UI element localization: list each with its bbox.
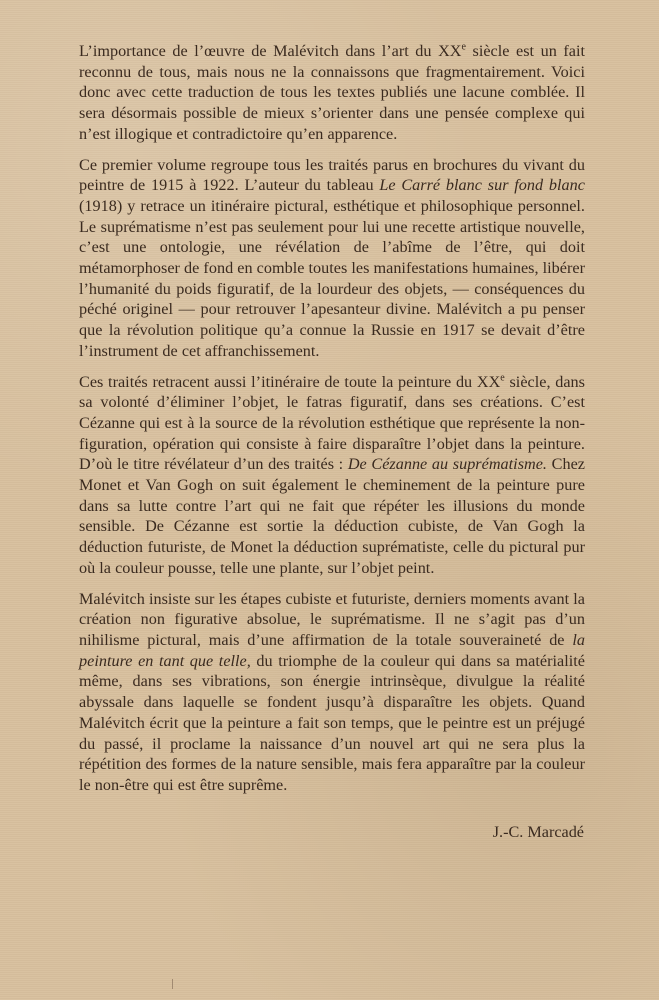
- paragraph-2-segment-1: Ce premier volume regroupe tous les traités parus en brochures du vivant du peintre de 1915 à 1922. L’auteur du tableau: [79, 155, 585, 195]
- paragraph-4: [79, 589, 585, 796]
- paragraph-3-superscript: e: [500, 372, 505, 384]
- paragraph-1-segment-2: siècle est un fait reconnu de tous, mais nous ne la connaissons que fragmentairement. Voici donc avec cette traduction de tous les textes publiés une lacune comblée. Il sera désormais possible de mieux s’orienter dans une pensée complexe qui n’est illogique et contradictoire qu’en apparence.: [79, 42, 586, 143]
- paragraph-1-segment-1: L’importance de l’œuvre de Malévitch dans l’art du XX: [79, 42, 462, 60]
- paragraph-2-segment-2: (1918) y retrace un itinéraire pictural, esthétique et philosophique personnel. Le suprématisme n’est pas seulement pour lui une recette artistique nouvelle, c’est une ontologie, une révélation de l’abîme de l’être, qui doit métamorphoser de fond en comble toutes les manifestations humaines, libérer l’humanité du poids figuratif, de la lourdeur des objets, — conséquences du péché originel — pour retrouver l’apesanteur divine. Malévitch a pu penser que la révolution politique qu’a connue la Russie en 1917 se devait d’être l’instrument de cet affranchissement.: [79, 196, 585, 360]
- paragraph-2-title-italic: Le Carré blanc sur fond blanc: [379, 176, 585, 195]
- paragraph-3: [79, 372, 585, 579]
- paragraph-4-segment-1: Malévitch insiste sur les étapes cubiste et futuriste, derniers moments avant la création non figurative absolue, le suprématisme. Il ne s’agit pas d’un nihilisme pictural, mais d’une affirmation de la totale souveraineté de: [79, 589, 585, 649]
- paragraph-4-emphasis-italic: la peinture en tant que telle,: [79, 630, 585, 670]
- paragraph-4-segment-2: du triomphe de la couleur qui dans sa matérialité même, dans ses vibrations, son énergie intrinsèque, divulgue la réalité abyssale dans laquelle se fondent jusqu’à disparaître les objets. Quand Malévitch écrit que la peinture a fait son temps, que le peintre est un préjugé du passé, il proclame la naissance d’un nouvel art qui ne sera plus la répétition des formes de la nature sensible, mais fera apparaître par la couleur le non-être qui est être suprême.: [79, 651, 585, 794]
- paragraph-1-superscript: e: [461, 41, 466, 53]
- paragraph-3-segment-1: Ces traités retracent aussi l’itinéraire de toute la peinture du XX: [79, 372, 501, 391]
- author-signature: J.-C. Marcadé: [492, 823, 584, 841]
- text-block: [79, 41, 585, 796]
- paragraph-2: [79, 155, 585, 362]
- paper-speck: [172, 979, 173, 989]
- paragraph-3-segment-3: Chez Monet et Van Gogh on suit également le cheminement de la peinture pure dans sa lutte contre l’art qui ne fait que répéter les illusions du monde sensible. De Cézanne est sortie la déduction cubiste, de Van Gogh la déduction futuriste, de Monet la déduction suprématiste, celle du pictural pur où la couleur pousse, telle une plante, sur l’objet peint.: [79, 455, 585, 577]
- paragraph-1: [79, 41, 585, 145]
- paragraph-3-title-italic: De Cézanne au suprématisme.: [347, 455, 547, 474]
- paragraph-3-segment-2: siècle, dans sa volonté d’éliminer l’objet, le fatras figuratif, dans ses créations. C’est Cézanne qui est à la source de la révolution esthétique que représente la non-figuration, opération qui consiste à faire disparaître l’objet dans la peinture. D’où le titre révélateur d’un des traités :: [79, 372, 585, 474]
